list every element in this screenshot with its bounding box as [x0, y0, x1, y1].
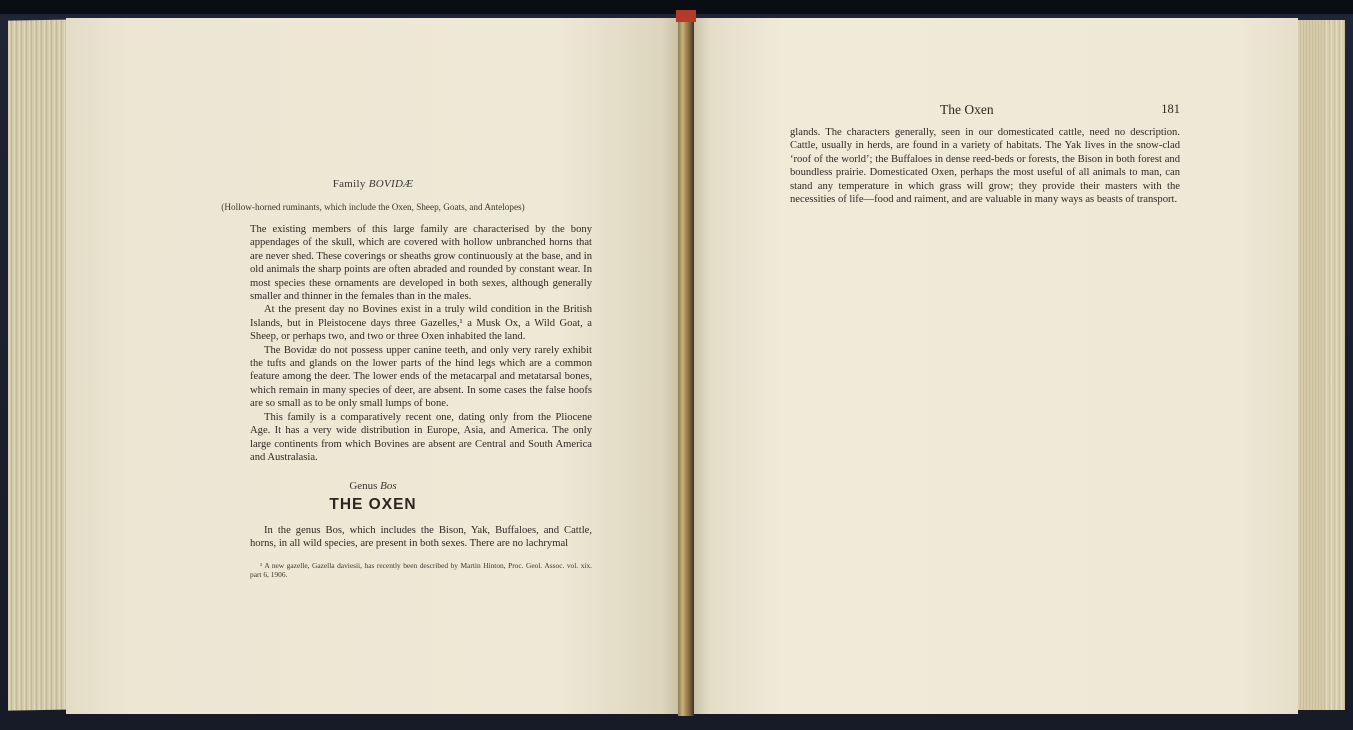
- footnote: [250, 561, 592, 580]
- right-fore-edge: [1296, 20, 1326, 710]
- headband: [676, 10, 696, 22]
- paragraph: glands. The characters generally, seen in our domesticated cattle, need no description. Cattle, usually in herds, are found in a variety of habitats. The Yak lives in the snow-clad ‘roof of the world’; the Buffaloes in dense reed-beds or forests, the Bison in both forest and boundless prairie. Domesticated Oxen, perhaps the most useful of all animals to man, can stand any temperature in which grass will grow; they provide their masters with the necessities of life—food and raiment, and are valuable in many ways as beasts of transport.: [790, 127, 1180, 206]
- genus-label: Genus: [349, 480, 378, 492]
- genus-name: Bos: [380, 480, 397, 492]
- paragraph: This family is a comparatively recent one, dating only from the Pliocene Age. It has a very wide distribution in Europe, Asia, and America. The only large continents from which Bovines are absent are Central and South America and Australasia.: [250, 411, 592, 463]
- paragraph: In the genus Bos, which includes the Bison, Yak, Buffaloes, and Cattle, horns, in all wild species, are present in both sexes. There are no lachrymal: [250, 525, 592, 550]
- running-title: The Oxen: [940, 102, 994, 117]
- right-page-text: [790, 126, 1180, 206]
- right-page: [692, 18, 1298, 714]
- genus-title: [66, 480, 680, 492]
- family-label: Family: [332, 178, 366, 190]
- page-number: 181: [1161, 102, 1180, 116]
- family-name: BOVIDÆ: [368, 178, 414, 190]
- paragraph: At the present day no Bovines exist in a truly wild condition in the British Islands, but in Pleistocene days three Gazelles,¹ a Musk Ox, a Wild Goat, a Sheep, or perhaps two, and two or three Oxen inhabited the land.: [250, 304, 592, 343]
- family-title: [66, 178, 680, 191]
- family-description: [250, 223, 592, 464]
- paragraph: The Bovidæ do not possess upper canine teeth, and only very rarely exhibit the tufts and glands on the lower parts of the hind legs which are a common feature among the deer. The lower ends of the metacarpal and metatarsal bones, which remain in many species of deer, are absent. In some cases the false hoofs are so small as to be only small lumps of bone.: [250, 344, 592, 410]
- section-heading: THE OXEN: [329, 496, 417, 513]
- book-gutter: [678, 16, 694, 716]
- family-subtitle: (Hollow-horned ruminants, which include the Oxen, Sheep, Goats, and Antelopes): [221, 202, 525, 212]
- footnote-text: ¹ A new gazelle, Gazella daviesii, has recently been described by Martin Hinton, Proc. Geol. Assoc. vol. xix. part 6, 1906.: [250, 561, 592, 580]
- paragraph: The existing members of this large family are characterised by the bony appendages of the skull, which are covered with hollow unbranched horns that are never shed. These coverings or sheaths grow continuously at the base, and in old animals the sharp points are often abraded and rounded by constant wear. In most species these ornaments are developed in both sexes, although generally smaller and thinner in the females than in the males.: [250, 224, 592, 303]
- genus-description: [250, 524, 592, 551]
